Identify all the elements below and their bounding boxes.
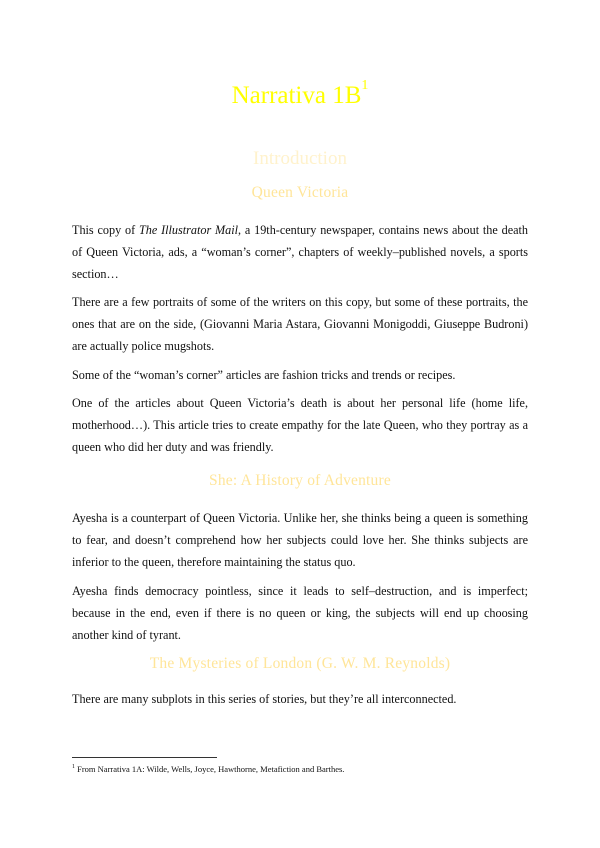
paragraph	[72, 219, 528, 285]
footnote-reference[interactable]: 1	[361, 78, 369, 93]
text: This copy of	[72, 223, 139, 237]
footnote-text: From Narrativa 1A: Wilde, Wells, Joyce, Hawthorne, Metafiction and Barthes.	[77, 764, 345, 774]
heading-mysteries-of-london: The Mysteries of London (G. W. M. Reynolds)	[149, 655, 451, 672]
paragraph: There are many subplots in this series of stories, but they’re all interconnected.	[72, 692, 457, 706]
newspaper-title: The Illustrator Mail	[138, 223, 239, 237]
footnote-mark: 1	[72, 764, 75, 771]
text: , a 19th-century newspaper, contains news about the death of Queen Victoria, ads, a “woman’s corner”, chapters of weekly–published novels, a sports section…	[72, 223, 528, 281]
heading-she: She: A History of Adventure	[209, 472, 391, 489]
heading-introduction: Introduction	[253, 148, 347, 169]
paragraph: Some of the “woman’s corner” articles are fashion tricks and trends or recipes.	[72, 368, 456, 382]
title-text: Narrativa 1B	[231, 82, 362, 109]
paragraph: One of the articles about Queen Victoria’s death is about her personal life (home life, motherhood…). This article tries to create empathy for the late Queen, who they portray as a queen who did her duty and was friendly.	[72, 396, 528, 454]
footnote-separator	[72, 757, 217, 758]
paragraph: Ayesha is a counterpart of Queen Victoria. Unlike her, she thinks being a queen is something to fear, and doesn’t comprehend how her subjects could love her. She thinks subjects are inferior to the queen, therefore maintaining the status quo.	[72, 511, 528, 569]
paragraph: There are a few portraits of some of the writers on this copy, but some of these portraits, the ones that are on the side, (Giovanni Maria Astara, Giovanni Monigoddi, Giuseppe Budroni) are actually police mugshots.	[72, 295, 528, 353]
paragraph: Ayesha finds democracy pointless, since it leads to self–destruction, and is imperfect; because in the end, even if there is no queen or king, the subjects will end up choosing another kind of tyrant.	[72, 584, 528, 642]
heading-queen-victoria: Queen Victoria	[251, 184, 349, 201]
document-title	[0, 78, 600, 110]
footnote	[72, 764, 344, 774]
